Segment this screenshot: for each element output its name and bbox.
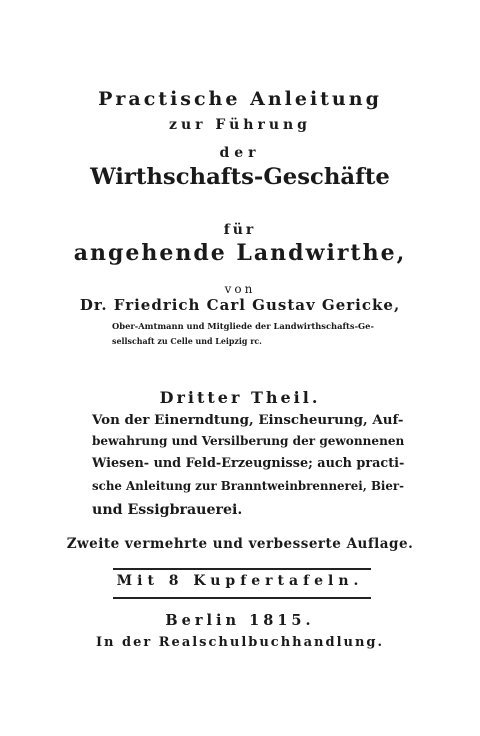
part-description-line: Wiesen- und Feld-Erzeugnisse; auch practi- [92, 456, 405, 471]
part-description-line: Von der Einerndtung, Einscheurung, Auf- [92, 412, 404, 428]
title-line-3: der [219, 145, 261, 161]
title-line-2: zur Führung [169, 117, 311, 133]
part-description-line: bewahrung und Versilberung der gewonnenen [92, 434, 405, 448]
part-description-line: sche Anleitung zur Branntweinbrennerei, Bier- [92, 479, 405, 493]
part-label: Dritter Theil. [159, 388, 321, 407]
author-name: Dr. Friedrich Carl Gustav Gericke, [79, 296, 401, 314]
part-description-line: und Essigbrauerei. [92, 502, 243, 518]
imprint-publisher: In der Realschulbuchhandlung. [95, 635, 385, 650]
title-fuer: für [223, 222, 257, 238]
author-von: von [224, 282, 256, 296]
author-office-line-1: Ober-Amtmann und Mitgliede der Landwirthschafts-Ge- [112, 321, 374, 331]
plates-note: Mit 8 Kupfertafeln. [116, 573, 364, 589]
divider-bottom [113, 597, 371, 599]
subtitle: angehende Landwirthe, [73, 240, 407, 266]
divider-top [113, 568, 371, 570]
imprint-city-year: Berlin 1815. [165, 612, 315, 629]
main-title: Wirthschafts-Geschäfte [90, 164, 390, 190]
edition-note: Zweite vermehrte und verbesserte Auflage. [66, 536, 414, 552]
title-line-1: Practische Anleitung [98, 88, 382, 110]
author-office-line-2: sellschaft zu Celle und Leipzig rc. [112, 337, 262, 346]
